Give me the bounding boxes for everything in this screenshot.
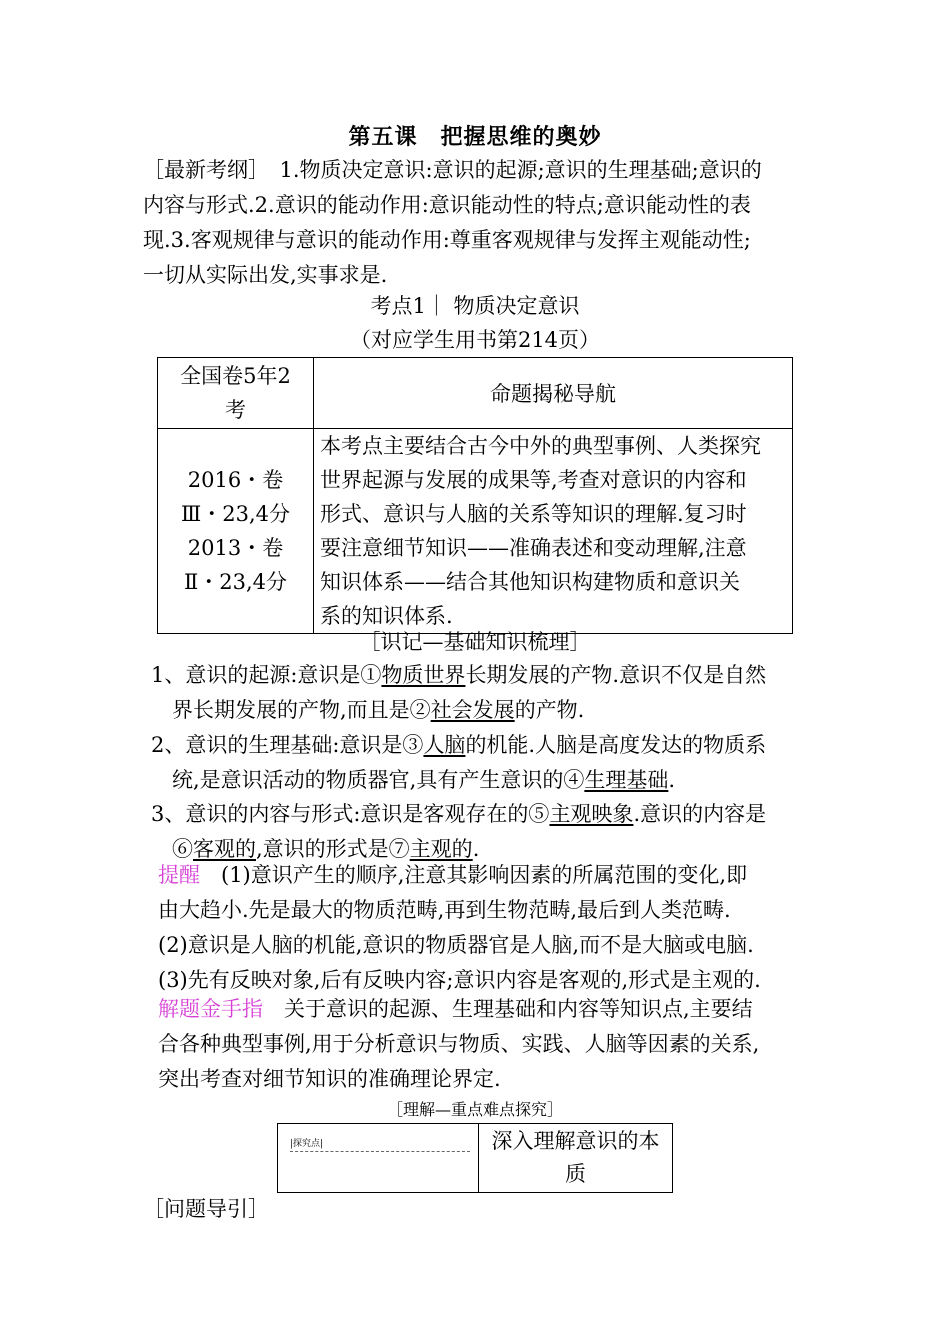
golden-tip-label: 解题金手指 bbox=[158, 997, 263, 1021]
blank-answer: 主观的 bbox=[409, 837, 473, 861]
blank-answer: 物质世界 bbox=[381, 663, 466, 687]
outline-line: 现.3.客观规律与意识的能动作用:尊重客观规律与发挥主观能动性; bbox=[143, 228, 751, 252]
knowledge-item-1: 1、意识的起源:意识是①物质世界长期发展的产物.意识不仅是自然 界长期发展的产物,而且是②社会发展的产物. bbox=[151, 663, 767, 722]
exam-years-cell: 2016・卷 Ⅲ・23,4分 2013・卷 Ⅱ・23,4分 bbox=[158, 429, 314, 634]
kaodian-heading: 考点1｜ 物质决定意识 bbox=[370, 294, 580, 318]
page-reference: （对应学生用书第214页） bbox=[349, 328, 601, 352]
blank-answer: 人脑 bbox=[423, 733, 466, 757]
tip-block: 提醒 (1)意识产生的顺序,注意其影响因素的所属范围的变化,即 由大趋小.先是最大的物质范畴,再到生物范畴,最后到人类范畴. (2)意识是人脑的机能,意识的物质器官是人脑,而不是大脑或电脑. (3)先有反映对象,后有反映内容;意识内容是客观的,形式是主观的. bbox=[158, 863, 761, 992]
guide-body-cell: 本考点主要结合古今中外的典型事例、人类探究 世界起源与发展的成果等,考查对意识的内容和 形式、意识与人脑的关系等知识的理解.复习时 要注意细节知识——准确表述和变动理解,注意 知识体系——结合其他知识构建物质和意识关 系的知识体系. bbox=[314, 429, 793, 634]
exam-outline bbox=[143, 153, 823, 293]
blank-answer: 客观的 bbox=[193, 837, 256, 861]
outline-line: ［最新考纲］ 1.物质决定意识:意识的起源;意识的生理基础;意识的 bbox=[143, 158, 762, 182]
section-heading-basic: ［识记—基础知识梳理］ bbox=[359, 630, 591, 654]
tip-label: 提醒 bbox=[158, 863, 200, 887]
section-heading-explore: ［理解—重点难点探究］ bbox=[386, 1100, 563, 1119]
header-exam-count: 全国卷5年2 考 bbox=[158, 358, 314, 429]
explore-topic-cell: 深入理解意识的本 质 bbox=[479, 1124, 673, 1193]
knowledge-item-2: 2、意识的生理基础:意识是③人脑的机能.人脑是高度发达的物质系 统,是意识活动的物质器官,具有产生意识的④生理基础. bbox=[151, 733, 767, 792]
explore-label-cell: |探究点| bbox=[278, 1124, 479, 1193]
outline-line: 一切从实际出发,实事求是. bbox=[143, 263, 388, 287]
exam-info-table bbox=[157, 357, 793, 634]
golden-tip-block: 解题金手指 关于意识的起源、生理基础和内容等知识点,主要结 合各种典型事例,用于分析意识与物质、实践、人脑等因素的关系, 突出考查对细节知识的准确理论界定. bbox=[158, 997, 760, 1091]
header-guide: 命题揭秘导航 bbox=[314, 358, 793, 429]
explore-table bbox=[277, 1123, 673, 1193]
knowledge-item-3: 3、意识的内容与形式:意识是客观存在的⑤主观映象.意识的内容是 ⑥客观的,意识的形式是⑦主观的. bbox=[151, 802, 767, 861]
blank-answer: 生理基础 bbox=[584, 768, 669, 792]
blank-answer: 社会发展 bbox=[430, 698, 515, 722]
blank-answer: 主观映象 bbox=[549, 802, 634, 826]
outline-line: 内容与形式.2.意识的能动作用:意识能动性的特点;意识能动性的表 bbox=[143, 193, 751, 217]
page-title: 第五课 把握思维的奥妙 bbox=[348, 124, 602, 150]
problem-guide-heading: ［问题导引］ bbox=[143, 1197, 269, 1221]
